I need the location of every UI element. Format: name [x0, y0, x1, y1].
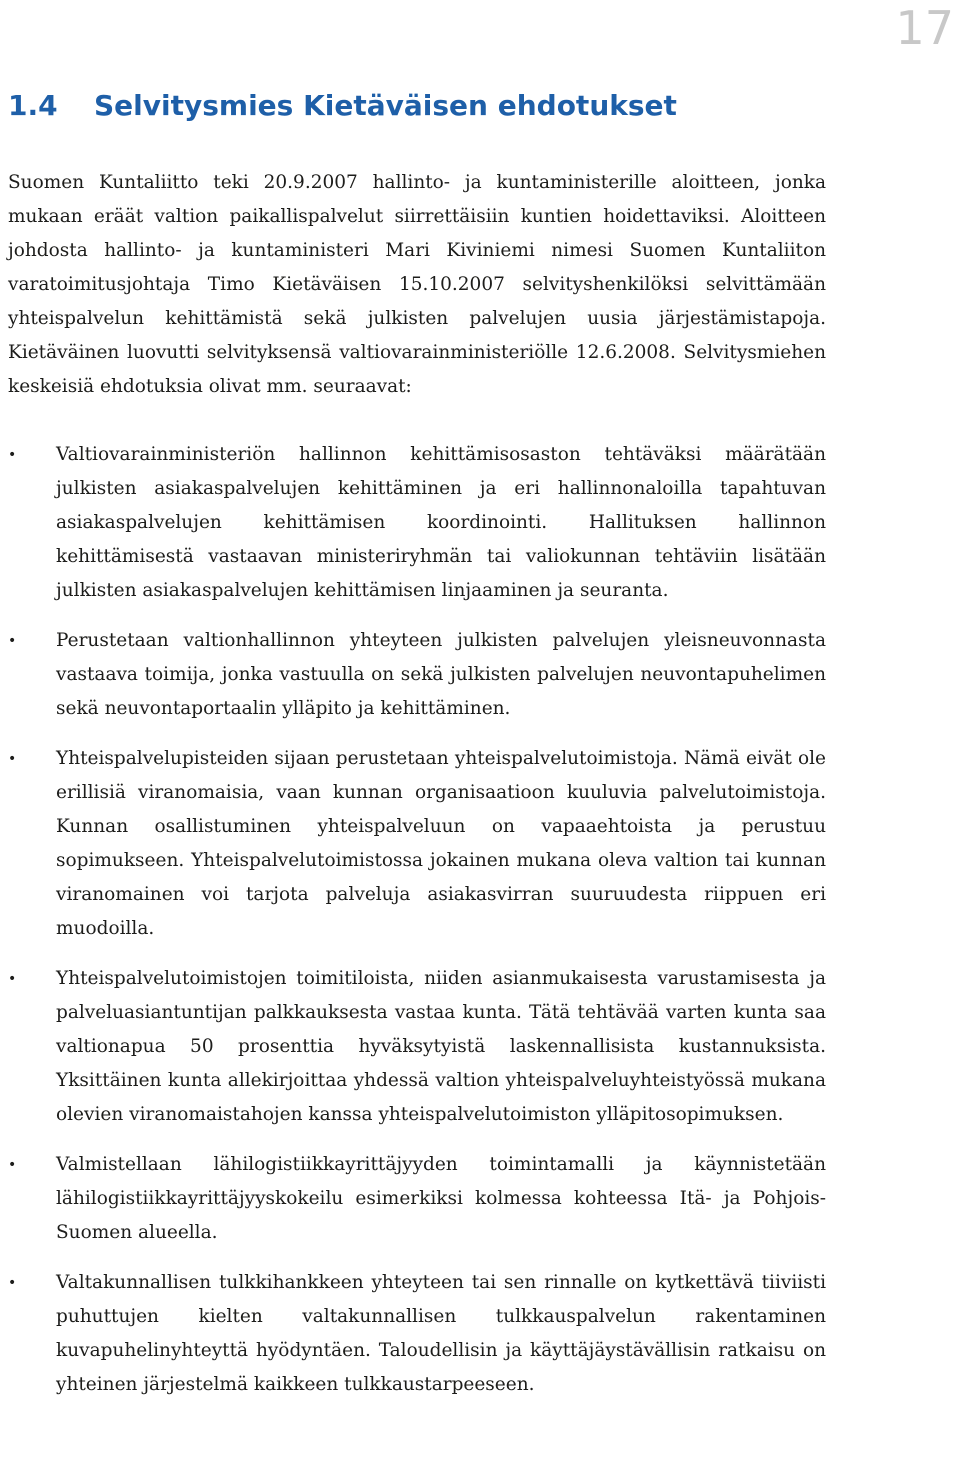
section-heading [8, 86, 677, 126]
list-item-text: Yhteispalvelutoimistojen toimitiloista, niiden asianmukaisesta varustamisesta ja palveluasiantuntijan palkkauksesta vastaa kunta. Tätä tehtävää varten kunta saa valtionapua 50 prosenttia hyväksytyistä laskennallisista kustannuksista. Yksittäinen kunta allekirjoittaa yhdessä valtion yhteispalveluyhteistyössä mukana olevien viranomaistahojen kanssa yhteispalvelutoimiston ylläpitosopimuksen. [56, 968, 826, 1125]
section-number: 1.4 [8, 89, 58, 122]
list-item-text: Valtakunnallisen tulkkihankkeen yhteyteen tai sen rinnalle on kytkettävä tiiviisti puhuttujen kielten valtakunnallisen tulkkauspalvelun rakentaminen kuvapuhelinyhteyttä hyödyntäen. Taloudellisin ja käyttäjäystävällisin ratkaisu on yhteinen järjestelmä kaikkeen tulkkaustarpeeseen. [56, 1272, 826, 1395]
proposal-list [8, 438, 826, 1402]
list-item-text: Valtiovarainministeriön hallinnon kehittämisosaston tehtäväksi määrätään julkisten asiakaspalvelujen kehittäminen ja eri hallinnonaloilla tapahtuvan asiakaspalvelujen kehittämisen koordinointi. Hallituksen hallinnon kehittämisestä vastaavan ministeriryhmän tai valiokunnan tehtäviin lisätään julkisten asiakaspalvelujen kehittämisen linjaaminen ja seuranta. [56, 444, 826, 601]
list-item [8, 742, 826, 946]
intro-paragraph: Suomen Kuntaliitto teki 20.9.2007 hallinto- ja kuntaministerille aloitteen, jonka mukaan eräät valtion paikallispalvelut siirrettäisiin kuntien hoidettaviksi. Aloitteen johdosta hallinto- ja kuntaministeri Mari Kiviniemi nimesi Suomen Kuntaliiton varatoimitusjohtaja Timo Kietäväisen 15.10.2007 selvityshenkilöksi selvittämään yhteispalvelun kehittämistä sekä julkisten palvelujen uusia järjestämistapoja. Kietäväinen luovutti selvityksensä valtiovarainministeriölle 12.6.2008. Selvitysmiehen keskeisiä ehdotuksia olivat mm. seuraavat: [8, 172, 826, 397]
list-item [8, 1148, 826, 1250]
page-content [8, 166, 826, 1418]
page-number: 17 [895, 1, 954, 55]
list-item-text: Perustetaan valtionhallinnon yhteyteen julkisten palvelujen yleisneuvonnasta vastaava toimija, jonka vastuulla on sekä julkisten palvelujen neuvontapuhelimen sekä neuvontaportaalin ylläpito ja kehittäminen. [56, 630, 826, 719]
bullet-icon: • [8, 1275, 17, 1291]
list-item [8, 624, 826, 726]
list-item-text: Yhteispalvelupisteiden sijaan perustetaan yhteispalvelutoimistoja. Nämä eivät ole erillisiä viranomaisia, vaan kunnan organisaatioon kuuluvia palvelutoimistoja. Kunnan osallistuminen yhteispalveluun on vapaaehtoista ja perustuu sopimukseen. Yhteispalvelutoimistossa jokainen mukana oleva valtion tai kunnan viranomainen voi tarjota palveluja asiakasvirran suuruudesta riippuen eri muodoilla. [56, 748, 826, 939]
bullet-icon: • [8, 971, 17, 987]
bullet-icon: • [8, 633, 17, 649]
list-item [8, 438, 826, 608]
list-item [8, 962, 826, 1132]
bullet-icon: • [8, 751, 17, 767]
section-title: Selvitysmies Kietäväisen ehdotukset [94, 89, 677, 122]
bullet-icon: • [8, 447, 17, 463]
list-item-text: Valmistellaan lähilogistiikkayrittäjyyden toimintamalli ja käynnistetään lähilogistiikkayrittäjyyskokeilu esimerkiksi kolmessa kohteessa Itä- ja Pohjois-Suomen alueella. [56, 1154, 826, 1243]
bullet-icon: • [8, 1157, 17, 1173]
list-item [8, 1266, 826, 1402]
